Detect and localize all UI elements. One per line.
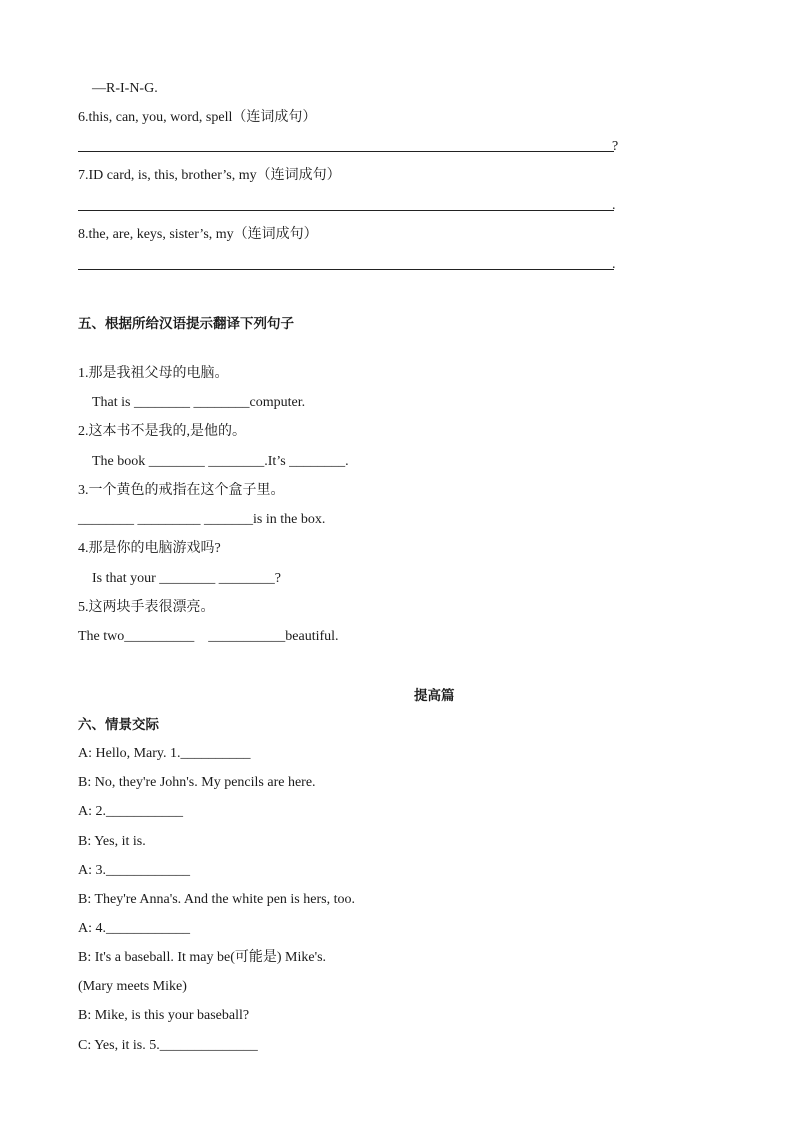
dialogue-line-11[interactable]: C: Yes, it is. 5.______________ xyxy=(78,1038,258,1053)
dialogue-line-7[interactable]: A: 4.____________ xyxy=(78,921,190,936)
part5-item-5-en[interactable]: The two__________ ___________beautiful. xyxy=(78,629,339,644)
advanced-title: 提高篇 xyxy=(414,688,455,704)
answer-line-6[interactable] xyxy=(78,151,614,152)
part5-item-1-en[interactable]: That is ________ ________computer. xyxy=(92,395,306,410)
dialogue-line-10: B: Mike, is this your baseball? xyxy=(78,1008,250,1023)
dialogue-line-1[interactable]: A: Hello, Mary. 1.__________ xyxy=(78,746,251,761)
dialogue-line-9: (Mary meets Mike) xyxy=(78,979,187,994)
part5-item-4-cn: 4.那是你的电脑游戏吗? xyxy=(78,541,221,556)
dialogue-line-4: B: Yes, it is. xyxy=(78,834,146,849)
part5-item-4-en[interactable]: Is that your ________ ________? xyxy=(92,571,281,586)
dialogue-line-8: B: It's a baseball. It may be(可能是) Mike's. xyxy=(78,950,327,965)
part5-item-5-cn: 5.这两块手表很漂亮。 xyxy=(78,600,215,615)
dialogue-line-3[interactable]: A: 2.___________ xyxy=(78,804,183,819)
answer-8-punctuation: . xyxy=(612,257,616,272)
answer-line-8[interactable] xyxy=(78,269,614,270)
part5-item-2-cn: 2.这本书不是我的,是他的。 xyxy=(78,424,246,439)
dialogue-line-2: B: No, they're John's. My pencils are here. xyxy=(78,775,316,790)
part5-item-3-en[interactable]: ________ _________ _______is in the box. xyxy=(78,512,326,527)
spelled-answer: —R-I-N-G. xyxy=(92,81,158,96)
answer-6-punctuation: ? xyxy=(612,139,619,154)
part5-item-2-en[interactable]: The book ________ ________.It’s ________. xyxy=(92,454,349,469)
question-8: 8.the, are, keys, sister’s, my（连词成句） xyxy=(78,227,318,242)
section-6-heading: 六、情景交际 xyxy=(78,717,159,733)
part5-item-1-cn: 1.那是我祖父母的电脑。 xyxy=(78,366,229,381)
answer-line-7[interactable] xyxy=(78,210,614,211)
section-5-heading: 五、根据所给汉语提示翻译下列句子 xyxy=(78,316,294,332)
answer-7-punctuation: . xyxy=(612,198,616,213)
dialogue-line-5[interactable]: A: 3.____________ xyxy=(78,863,190,878)
question-7: 7.ID card, is, this, brother’s, my（连词成句） xyxy=(78,168,341,183)
dialogue-line-6: B: They're Anna's. And the white pen is hers, too. xyxy=(78,892,355,907)
question-6: 6.this, can, you, word, spell（连词成句） xyxy=(78,110,317,125)
part5-item-3-cn: 3.一个黄色的戒指在这个盒子里。 xyxy=(78,483,285,498)
